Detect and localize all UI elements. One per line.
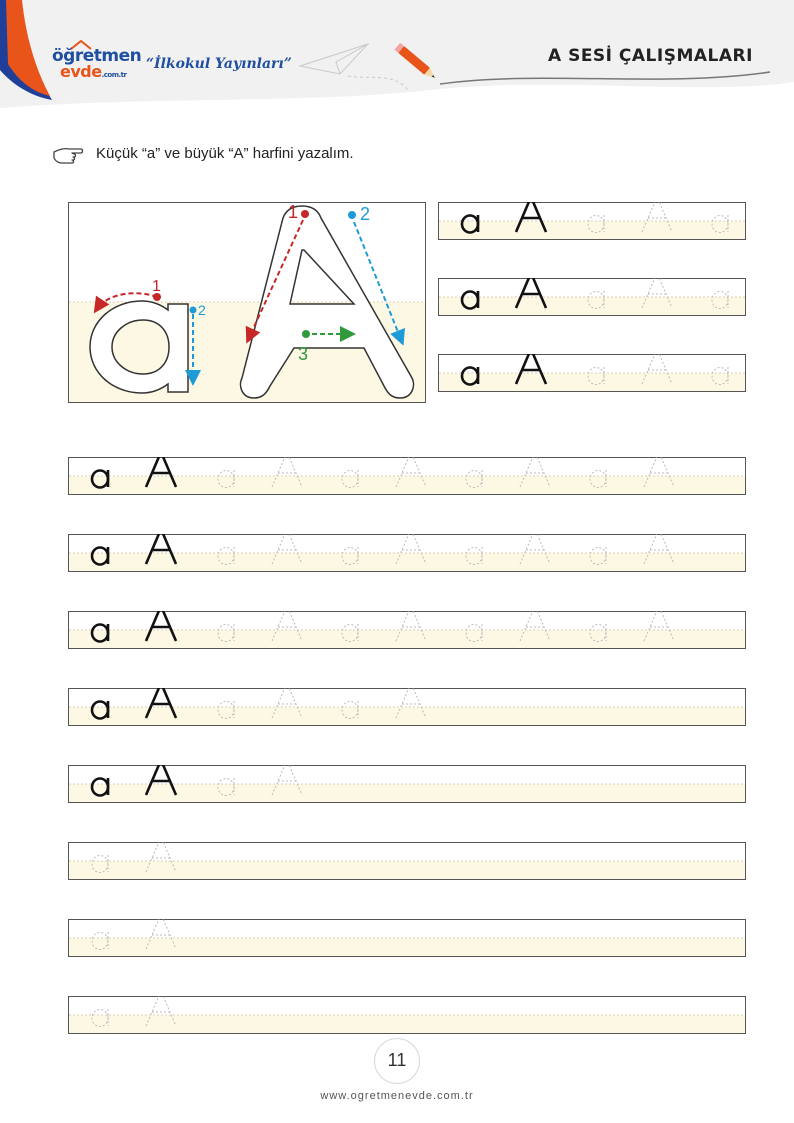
long-practice-line[interactable] xyxy=(68,457,746,495)
writing-line-guides xyxy=(68,688,746,726)
publisher-logo xyxy=(52,46,312,86)
uppercase-stroke-1-label: 1 xyxy=(288,202,299,222)
instruction-text: Küçük “a” ve büyük “A” harfini yazalım. xyxy=(96,145,354,162)
writing-line-guides xyxy=(438,278,746,316)
uppercase-stroke-3-label: 3 xyxy=(298,344,309,364)
short-practice-line[interactable] xyxy=(438,278,746,316)
page-number-badge xyxy=(374,1038,420,1084)
long-practice-line[interactable] xyxy=(68,765,746,803)
pointing-hand-icon xyxy=(52,145,84,165)
writing-line-guides xyxy=(438,202,746,240)
brand-name-line2 xyxy=(60,62,126,81)
long-practice-line[interactable] xyxy=(68,842,746,880)
writing-line-guides xyxy=(68,611,746,649)
page-number: 11 xyxy=(387,1050,407,1070)
long-practice-line[interactable] xyxy=(68,611,746,649)
writing-line-guides xyxy=(438,354,746,392)
writing-line-guides xyxy=(68,534,746,572)
brand-name-evde: evde xyxy=(60,62,102,81)
writing-line-guides xyxy=(68,842,746,880)
brand-name-line1: öğretmen xyxy=(52,46,142,66)
long-practice-line[interactable] xyxy=(68,919,746,957)
short-practice-line[interactable] xyxy=(438,354,746,392)
publisher-name: “İlkokul Yayınları” xyxy=(146,56,292,72)
writing-line-guides xyxy=(68,765,746,803)
lowercase-stroke-1-label: 1 xyxy=(152,278,161,295)
writing-line-guides xyxy=(68,996,746,1034)
writing-line-guides xyxy=(68,457,746,495)
footer-url: www.ogretmenevde.com.tr xyxy=(320,1090,474,1102)
brand-domain: .com.tr xyxy=(101,71,127,79)
page-title: A SESİ ÇALIŞMALARI xyxy=(548,46,753,66)
long-practice-line[interactable] xyxy=(68,534,746,572)
uppercase-stroke-2-label: 2 xyxy=(360,204,371,224)
lowercase-stroke-2-label: 2 xyxy=(198,302,206,318)
stroke-order-demo xyxy=(68,202,426,403)
writing-line-guides xyxy=(68,919,746,957)
long-practice-line[interactable] xyxy=(68,996,746,1034)
short-practice-line[interactable] xyxy=(438,202,746,240)
long-practice-line[interactable] xyxy=(68,688,746,726)
